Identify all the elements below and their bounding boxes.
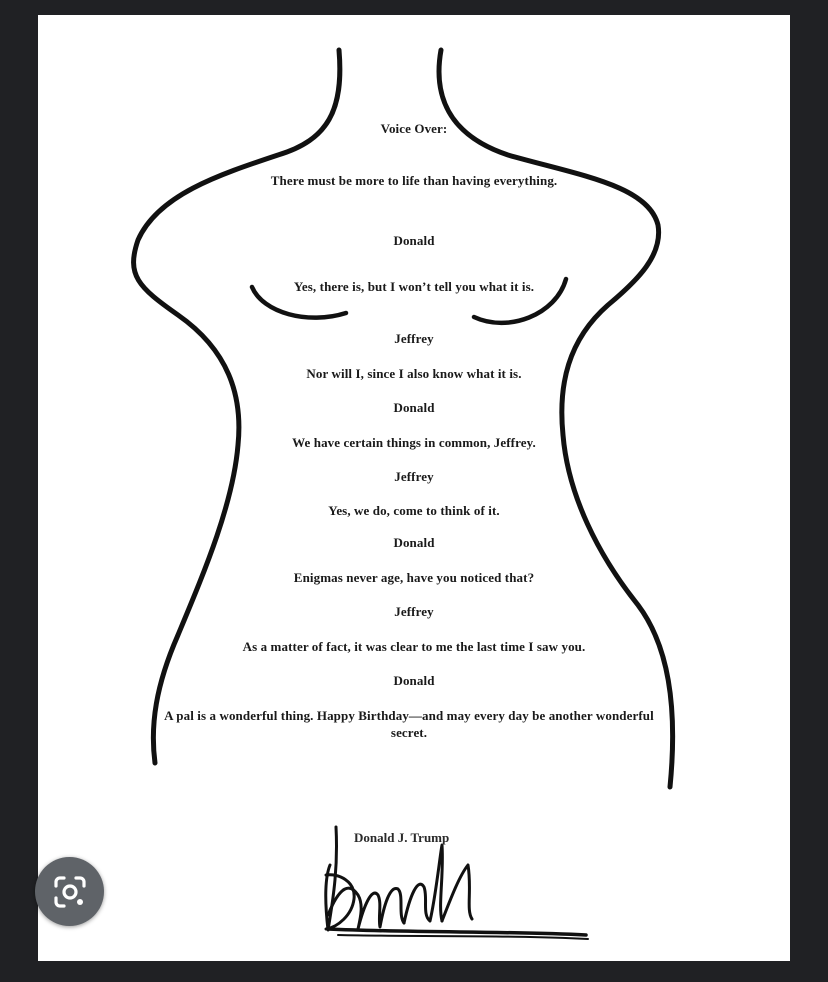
dialogue-line: As a matter of fact, it was clear to me the last time I saw you. (242, 639, 586, 654)
speaker-name: Donald (393, 535, 435, 550)
dialogue-line: Yes, we do, come to think of it. (328, 503, 500, 518)
speaker-name: Donald (393, 400, 435, 415)
signature-printed-name: Donald J. Trump (354, 830, 450, 845)
document-page (38, 15, 790, 961)
dialogue-line: There must be more to life than having everything. (270, 173, 558, 188)
dialogue-line: We have certain things in common, Jeffrey. (292, 435, 536, 450)
speaker-name: Jeffrey (394, 331, 434, 346)
dialogue-line: A pal is a wonderful thing. Happy Birthday—and may every day be another wonderful secret. (164, 708, 654, 740)
dialogue-line: Enigmas never age, have you noticed that? (293, 570, 535, 585)
dialogue-line: Yes, there is, but I won’t tell you what it is. (293, 279, 535, 294)
speaker-name: Donald (393, 673, 435, 688)
visual-search-icon (51, 873, 89, 911)
speaker-name: Jeffrey (394, 469, 434, 484)
speaker-name: Jeffrey (394, 604, 434, 619)
dialogue-line: Nor will I, since I also know what it is. (306, 366, 522, 381)
visual-search-button[interactable] (35, 857, 104, 926)
speaker-name: Donald (393, 233, 435, 248)
voice-over-heading: Voice Over: (380, 121, 448, 136)
body-outline-drawing (38, 15, 790, 961)
